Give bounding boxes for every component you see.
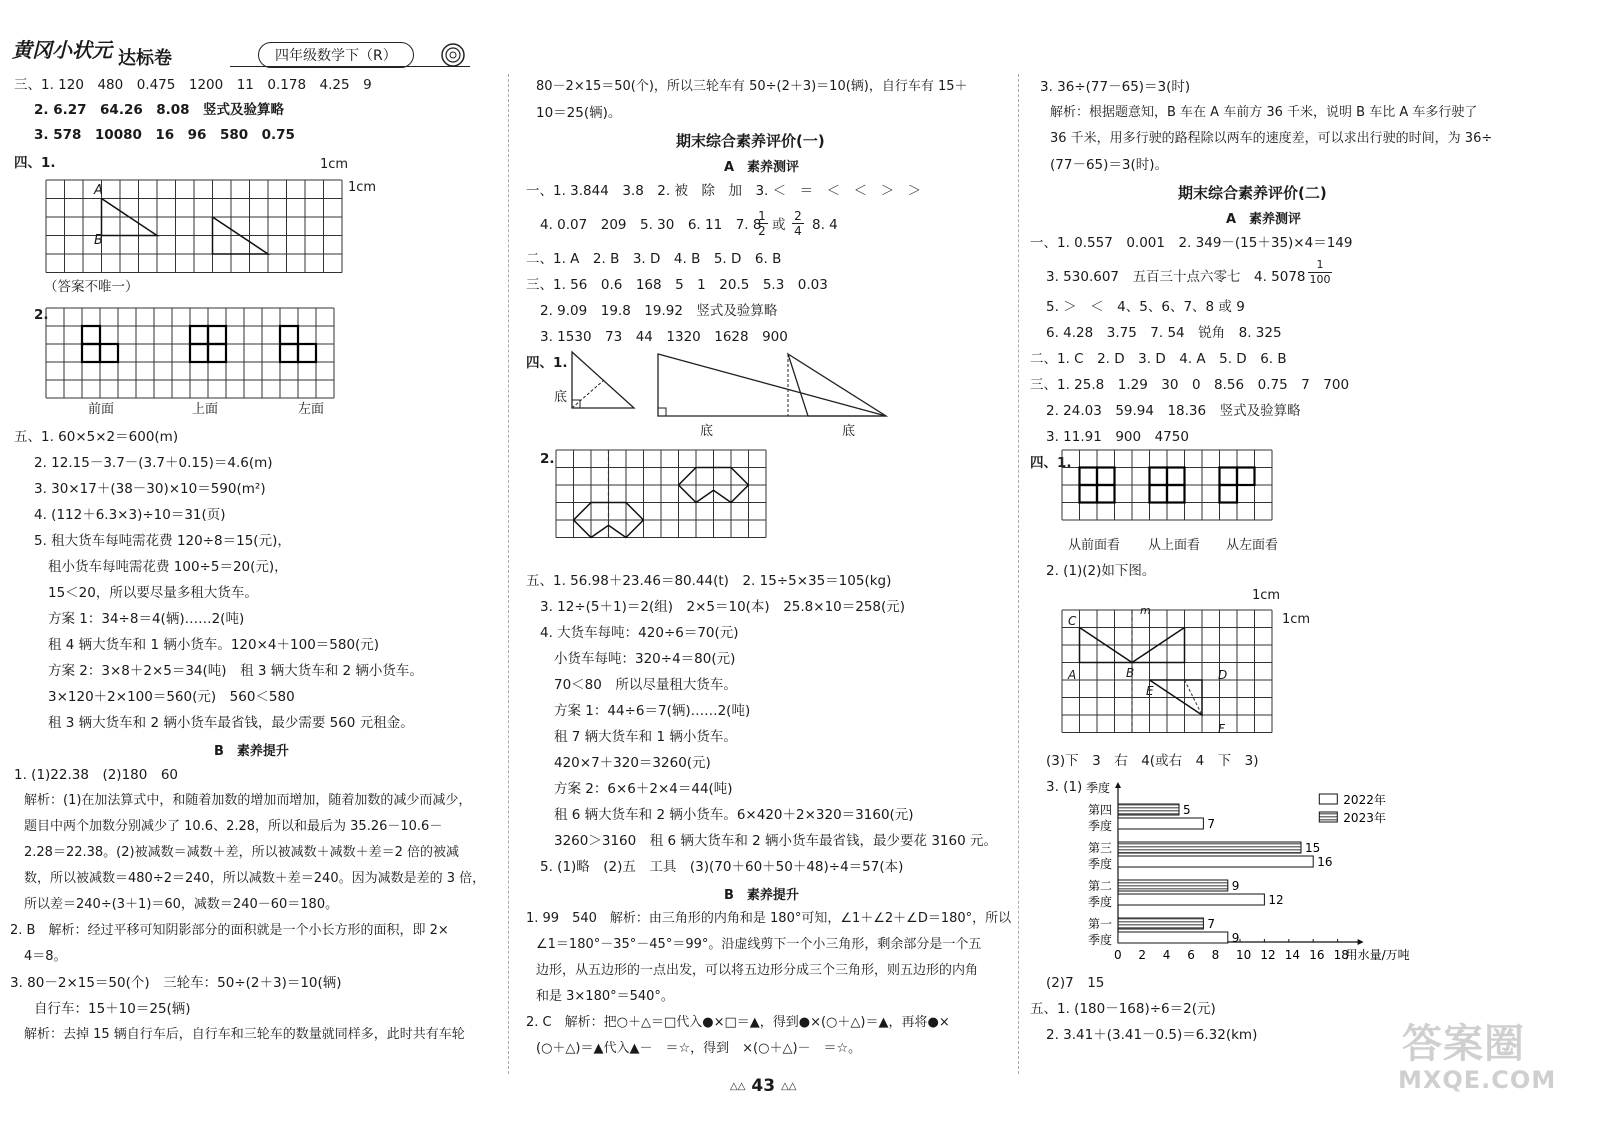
c2-line: 三、1. 56 0.6 168 5 1 20.5 5.3 0.03 bbox=[526, 277, 828, 293]
c1-line: 数，所以被减数＝480÷2＝240，所以减数＋差＝240。因为减数是差的 3 倍， bbox=[24, 871, 486, 886]
watermark-logo: 答案圈 bbox=[1402, 1021, 1525, 1067]
c3-line: 3. 36÷(77－65)＝3(时) bbox=[1040, 79, 1191, 95]
view-label-front: 前面 bbox=[88, 402, 115, 417]
bar-value-label: 7 bbox=[1207, 917, 1216, 931]
c2-line: 租 7 辆大货车和 1 辆小货车。 bbox=[554, 729, 737, 745]
category-label: 第四 bbox=[1088, 803, 1113, 817]
c3-line: 四、1. bbox=[1030, 455, 1072, 471]
legend-swatch bbox=[1319, 794, 1337, 804]
view-square bbox=[1167, 485, 1185, 503]
x-tick-label: 12 bbox=[1260, 948, 1276, 962]
bar-value-label: 9 bbox=[1231, 931, 1240, 945]
c3-line: (2)7 15 bbox=[1046, 975, 1105, 991]
c3-line: 3. 11.91 900 4750 bbox=[1046, 429, 1189, 445]
label-1cm-side: 1cm bbox=[1282, 612, 1311, 627]
c2-line: 2. bbox=[540, 451, 555, 467]
x-tick-label: 0 bbox=[1114, 948, 1122, 962]
view-square bbox=[208, 344, 226, 362]
water-usage-bar-chart bbox=[1060, 780, 1460, 970]
view-square bbox=[1220, 468, 1238, 486]
c1-line: 3. 30×17＋(38－30)×10＝590(m²) bbox=[34, 481, 266, 497]
c2-line: 2. 9.09 19.8 19.92 竖式及验算略 bbox=[540, 303, 778, 319]
c2-line: 小货车每吨：320÷4＝80(元) bbox=[554, 651, 736, 667]
c2-line: ∠1＝180°－35°－45°＝99°。沿虚线剪下一个小三角形，剩余部分是一个五 bbox=[536, 937, 982, 952]
brand-logo: 黄冈小状元 bbox=[12, 38, 112, 62]
x-tick-label: 4 bbox=[1162, 948, 1171, 962]
bar-value-label: 15 bbox=[1305, 841, 1321, 855]
view-label-top: 上面 bbox=[192, 402, 219, 417]
c1-line: （答案不唯一） bbox=[44, 279, 139, 295]
fraction-1-2: 1 2 bbox=[756, 209, 768, 238]
bar-2022年 bbox=[1118, 856, 1313, 867]
x-tick-label: 18 bbox=[1333, 948, 1349, 962]
c2-line: 和是 3×180°＝540°。 bbox=[536, 989, 674, 1004]
view-square bbox=[1097, 485, 1115, 503]
page-footer bbox=[730, 1076, 796, 1096]
y-axis-arrow bbox=[1115, 782, 1121, 788]
c2-line: 4. 大货车每吨：420÷6＝70(元) bbox=[540, 625, 739, 641]
x-tick-label: 8 bbox=[1211, 948, 1220, 962]
x-tick-label: 14 bbox=[1284, 948, 1301, 962]
c2-line: 或 bbox=[772, 217, 786, 233]
c2-line: 8. 4 bbox=[812, 217, 838, 233]
label-1cm-side: 1cm bbox=[348, 180, 377, 195]
view-square bbox=[190, 344, 208, 362]
c3-line: 36 千米，用多行驶的路程除以两车的速度差，可以求出行驶的时间，为 36÷ bbox=[1050, 131, 1493, 146]
c1-line: 租小货车每吨需花费 100÷5＝20(元)， bbox=[48, 559, 288, 575]
watermark-url: MXQE.COM bbox=[1398, 1066, 1557, 1094]
c1-line: 2. bbox=[34, 307, 49, 323]
view-square bbox=[280, 344, 298, 362]
c2-line: 1. 99 540 解析：由三角形的内角和是 180°可知，∠1＋∠2＋∠D＝180°，所以 bbox=[526, 911, 1012, 926]
c1-line: 五、1. 60×5×2＝600(m) bbox=[14, 429, 179, 445]
view-label-top: 从上面看 bbox=[1148, 538, 1201, 553]
x-axis-title: 用水量/万吨 bbox=[1345, 948, 1410, 962]
c2-line: 四、1. bbox=[526, 355, 568, 371]
view-square bbox=[1237, 468, 1255, 486]
c2-line: 10＝25(辆)。 bbox=[536, 105, 622, 121]
footer-ornament-icon: △△ bbox=[781, 1080, 797, 1092]
legend-label: 2022年 bbox=[1343, 793, 1386, 807]
exam-title-2: 期末综合素养评价(二) bbox=[1178, 184, 1327, 202]
column-divider bbox=[1018, 74, 1019, 1074]
page-number: 43 bbox=[751, 1076, 776, 1096]
c2-line: 4. 0.07 209 5. 30 6. 11 7. 8 bbox=[540, 217, 762, 233]
c1-line: 解析：(1)在加法算式中，和随着加数的增加而增加，随着加数的减少而减少， bbox=[24, 793, 472, 808]
c2-line: 420×7＋320＝3260(元) bbox=[554, 755, 711, 771]
point-a-label: A bbox=[94, 183, 103, 198]
exam-title-1: 期末综合素养评价(一) bbox=[676, 132, 825, 150]
footer-ornament-icon: △△ bbox=[730, 1080, 746, 1092]
c1-line: 3. 80－2×15＝50(个) 三轮车：50÷(2＋3)＝10(辆) bbox=[10, 975, 342, 991]
c3-line: 5. ＞ ＜ 4、5、6、7、8 或 9 bbox=[1046, 299, 1245, 315]
bar-2023年 bbox=[1118, 804, 1179, 815]
section-a-heading: A 素养测评 bbox=[724, 160, 800, 175]
c1-line: 2. B 解析：经过平移可知阴影部分的面积就是一个小长方形的面积，即 2× bbox=[10, 923, 449, 938]
c1-line: 1. (1)22.38 (2)180 60 bbox=[14, 767, 179, 783]
category-label: 第一 bbox=[1088, 917, 1113, 931]
c1-line: 15＜20，所以要尽量多租大货车。 bbox=[48, 585, 258, 601]
axis-m-label: m bbox=[1140, 604, 1151, 617]
c3-line: 2. 24.03 59.94 18.36 竖式及验算略 bbox=[1046, 403, 1301, 419]
bar-2022年 bbox=[1118, 894, 1264, 905]
c3-line: 二、1. C 2. D 3. D 4. A 5. D 6. B bbox=[1030, 351, 1287, 367]
view-square bbox=[1080, 468, 1098, 486]
c2-line: 租 6 辆大货车和 2 辆小货车。6×420＋2×320＝3160(元) bbox=[554, 807, 914, 823]
point-a-label: A bbox=[1068, 668, 1077, 682]
view-square bbox=[1080, 485, 1098, 503]
c3-line: (77－65)＝3(时)。 bbox=[1050, 157, 1169, 173]
c1-line: 3×120＋2×100＝560(元) 560＜580 bbox=[48, 689, 295, 705]
base-label: 底 bbox=[842, 424, 856, 439]
view-label-left: 从左面看 bbox=[1226, 538, 1279, 553]
view-square bbox=[1097, 468, 1115, 486]
c3-line: 五、1. (180－168)÷6＝2(元) bbox=[1030, 1001, 1216, 1017]
c2-line: 2. C 解析：把○＋△＝□代入●×□＝▲，得到●×(○＋△)＝▲，再将●× bbox=[526, 1015, 950, 1030]
c1-line: 解析：去掉 15 辆自行车后，自行车和三轮车的数量就同样多，此时共有车轮 bbox=[24, 1027, 465, 1042]
c3-line: 3. (1) bbox=[1046, 779, 1083, 795]
c2-line: (○＋△)＝▲代入▲－ ＝☆，得到 ×(○＋△)－ ＝☆。 bbox=[536, 1041, 862, 1056]
category-label: 季度 bbox=[1088, 857, 1113, 871]
c1-line: 方案 2：3×8＋2×5＝34(吨) 租 3 辆大货车和 2 辆小货车。 bbox=[48, 663, 423, 679]
x-tick-label: 10 bbox=[1236, 948, 1252, 962]
label-1cm: 1cm bbox=[1252, 588, 1281, 603]
bar-value-label: 7 bbox=[1207, 817, 1216, 831]
section-a-heading: A 素养测评 bbox=[1226, 212, 1302, 227]
c2-line: 3. 12÷(5＋1)＝2(组) 2×5＝10(本) 25.8×10＝258(元) bbox=[540, 599, 906, 615]
x-axis-arrow bbox=[1358, 939, 1364, 945]
c1-line: 三、1. 120 480 0.475 1200 11 0.178 4.25 9 bbox=[14, 77, 372, 93]
base-label: 底 bbox=[554, 390, 568, 405]
c1-line: 2. 12.15－3.7－(3.7＋0.15)＝4.6(m) bbox=[34, 455, 273, 471]
c3-line: 三、1. 25.8 1.29 30 0 8.56 0.75 7 700 bbox=[1030, 377, 1350, 393]
c3-line: 解析：根据题意知，B 车在 A 车前方 36 千米，说明 B 车比 A 车多行驶了 bbox=[1050, 105, 1478, 120]
view-square bbox=[280, 326, 298, 344]
view-square bbox=[1150, 485, 1168, 503]
bar-value-label: 12 bbox=[1268, 893, 1284, 907]
c1-line: 5. 租大货车每吨需花费 120÷8＝15(元)， bbox=[34, 533, 291, 549]
view-square bbox=[82, 326, 100, 344]
legend-swatch bbox=[1319, 812, 1337, 822]
c2-line: 边形，从五边形的一点出发，可以将五边形分成三个三角形，则五边形的内角 bbox=[536, 963, 979, 978]
column-divider bbox=[508, 74, 509, 1074]
c1-line: 题目中两个加数分别减少了 10.6、2.28，所以和最后为 35.26－10.6－ bbox=[24, 819, 443, 834]
c2-line: 五、1. 56.98＋23.46＝80.44(t) 2. 15÷5×35＝105(kg) bbox=[526, 573, 892, 589]
category-label: 第三 bbox=[1088, 841, 1113, 855]
point-b-label: B bbox=[94, 233, 103, 248]
bar-value-label: 9 bbox=[1231, 879, 1240, 893]
view-square bbox=[298, 344, 316, 362]
bar-2023年 bbox=[1118, 842, 1301, 853]
c3-line: 2. (1)(2)如下图。 bbox=[1046, 563, 1156, 579]
c1-line: 租 3 辆大货车和 2 辆小货车最省钱，最少需要 560 元租金。 bbox=[48, 715, 414, 731]
c3-line: 一、1. 0.557 0.001 2. 349－(15＋35)×4＝149 bbox=[1030, 235, 1353, 251]
c1-line: 2. 6.27 64.26 8.08 竖式及验算略 bbox=[34, 102, 285, 118]
c2-line: 70＜80 所以尽量租大货车。 bbox=[554, 677, 737, 693]
x-tick-label: 16 bbox=[1309, 948, 1325, 962]
c1-line: 2.28＝22.38。(2)被减数＝减数＋差，所以被减数＋减数＋差＝2 倍的被减 bbox=[24, 845, 459, 860]
base-label: 底 bbox=[700, 424, 714, 439]
c2-line: 方案 2：6×6＋2×4＝44(吨) bbox=[554, 781, 733, 797]
category-label: 季度 bbox=[1088, 819, 1113, 833]
fraction-1-100: 1 100 bbox=[1309, 258, 1331, 286]
c3-line: 6. 4.28 3.75 7. 54 锐角 8. 325 bbox=[1046, 325, 1282, 341]
bar-value-label: 16 bbox=[1317, 855, 1333, 869]
point-b-label: B bbox=[1126, 666, 1135, 680]
c1-line: 自行车：15＋10＝25(辆) bbox=[34, 1001, 191, 1017]
c1-line: 租 4 辆大货车和 1 辆小货车。120×4＋100＝580(元) bbox=[48, 637, 380, 653]
category-label: 第二 bbox=[1088, 879, 1113, 893]
grid-three-views-2 bbox=[1062, 450, 1282, 530]
c2-line: 80－2×15＝50(个)，所以三轮车有 50÷(2＋3)＝10(辆)，自行车有 15＋ bbox=[536, 79, 968, 94]
c2-line: 方案 1：44÷6＝7(辆)……2(吨) bbox=[554, 703, 751, 719]
bar-2022年 bbox=[1118, 818, 1203, 829]
view-square bbox=[1220, 485, 1238, 503]
c1-line: 4. (112＋6.3×3)÷10＝31(页) bbox=[34, 507, 226, 523]
bar-2023年 bbox=[1118, 918, 1203, 929]
bar-value-label: 5 bbox=[1183, 803, 1191, 817]
point-c-label: C bbox=[1068, 614, 1077, 628]
c1-line: 方案 1：34÷8＝4(辆)……2(吨) bbox=[48, 611, 245, 627]
view-square bbox=[82, 344, 100, 362]
spiral-icon bbox=[440, 42, 466, 68]
header-rule bbox=[230, 66, 470, 67]
y-axis-title: 季度 bbox=[1086, 781, 1111, 795]
grid-symmetry-figure bbox=[556, 450, 766, 550]
grid-translation-rotation bbox=[1062, 610, 1282, 740]
x-tick-label: 6 bbox=[1187, 948, 1195, 962]
c2-line: 3260＞3160 租 6 辆大货车和 2 辆小货车最省钱，最少要花 3160 元。 bbox=[554, 833, 997, 849]
category-label: 季度 bbox=[1088, 895, 1113, 909]
c1-line: 3. 578 10080 16 96 580 0.75 bbox=[34, 127, 295, 143]
point-f-label: F bbox=[1218, 722, 1225, 736]
view-square bbox=[1150, 468, 1168, 486]
view-square bbox=[190, 326, 208, 344]
c3-line: 2. 3.41＋(3.41－0.5)＝6.32(km) bbox=[1046, 1027, 1258, 1043]
c2-line: 一、1. 3.844 3.8 2. 被 除 加 3. ＜ ＝ ＜ ＜ ＞ ＞ bbox=[526, 183, 922, 199]
label-1cm: 1cm bbox=[320, 157, 349, 172]
view-square bbox=[208, 326, 226, 344]
legend-label: 2023年 bbox=[1343, 811, 1386, 825]
grid-figure-translation bbox=[46, 180, 346, 270]
view-square bbox=[100, 344, 118, 362]
section-b-heading: B 素养提升 bbox=[724, 888, 799, 903]
c1-line: 所以差＝240÷(3＋1)＝60，减数＝240－60＝180。 bbox=[24, 897, 339, 912]
c1-line: 4＝8。 bbox=[24, 949, 67, 964]
header-tag: 达标卷 bbox=[118, 48, 172, 69]
c1-line: 四、1. bbox=[14, 155, 56, 171]
c2-line: 3. 1530 73 44 1320 1628 900 bbox=[540, 329, 788, 345]
x-tick-label: 2 bbox=[1138, 948, 1147, 962]
point-e-label: E bbox=[1146, 684, 1154, 698]
view-label-front: 从前面看 bbox=[1068, 538, 1121, 553]
view-label-left: 左面 bbox=[298, 402, 325, 417]
view-square bbox=[1167, 468, 1185, 486]
c3-line: (3)下 3 右 4(或右 4 下 3) bbox=[1046, 753, 1259, 769]
grid-three-views bbox=[46, 308, 346, 398]
header-grade-box: 四年级数学下（R） bbox=[258, 42, 414, 68]
fraction-2-4: 2 4 bbox=[792, 209, 804, 238]
triangles-heights bbox=[560, 350, 900, 430]
point-d-label: D bbox=[1218, 668, 1228, 682]
c3-line: 3. 530.607 五百三十点六零七 4. 5078 bbox=[1046, 269, 1306, 285]
c2-line: 二、1. A 2. B 3. D 4. B 5. D 6. B bbox=[526, 251, 782, 267]
section-b-heading: B 素养提升 bbox=[214, 744, 289, 759]
category-label: 季度 bbox=[1088, 933, 1113, 947]
c2-line: 5. (1)略 (2)五 工具 (3)(70＋60＋50＋48)÷4＝57(本) bbox=[540, 859, 904, 875]
bar-2022年 bbox=[1118, 932, 1228, 943]
bar-2023年 bbox=[1118, 880, 1228, 891]
